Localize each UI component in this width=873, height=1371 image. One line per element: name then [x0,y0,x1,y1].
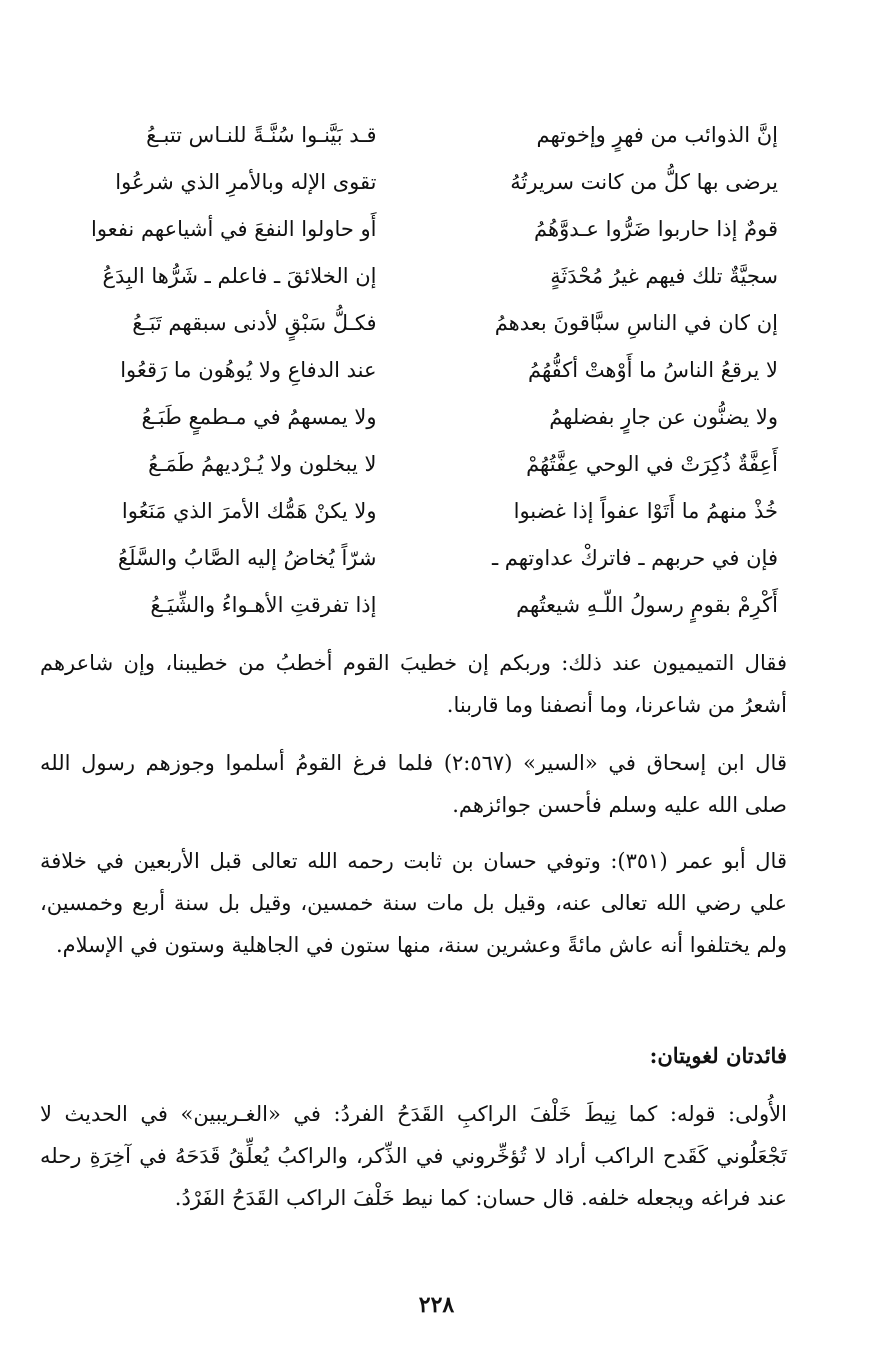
poem-verse [95,253,778,300]
verse-first-hemistich: إن كان في الناسِ سبَّاقونَ بعدهمُ [494,311,778,335]
poem-verse [95,347,778,394]
verse-second-hemistich: ولا يمسهمُ في مـطمعٍ طَبَـعُ [141,405,377,429]
verse-first-hemistich: سجيَّةٌ تلك فيهم غيرُ مُحْدَثَةٍ [550,264,778,288]
section-heading: فائدتان لغويتان: [649,1043,787,1068]
verse-first-hemistich: قومٌ إذا حاربوا ضَرُّوا عـدوَّهُمُ [534,217,778,241]
poem-verse [95,159,778,206]
verse-second-hemistich: عند الدفاعِ ولا يُوهُون ما رَقعُوا [120,358,377,382]
verse-second-hemistich: شرّاً يُخاضُ إليه الصَّابُ والسَّلَعُ [117,546,377,570]
verse-first-hemistich: إنَّ الذوائب من فهرٍ وإخوتهم [536,123,778,147]
verse-second-hemistich: أَو حاولوا النفعَ في أشياعهم نفعوا [91,217,377,241]
paragraph-tamimiyyun: فقال التميميون عند ذلك: وربكم إن خطيبَ القوم أخطبُ من خطيبنا، وإن شاعرهم أشعرُ من شاعرنا، وما أنصفنا وما قاربنا. [40,651,787,717]
poem-verse [95,394,778,441]
verse-second-hemistich: إذا تفرقتِ الأهـواءُ والشِّيَـعُ [150,593,377,617]
verse-second-hemistich: إن الخلائقَ ـ فاعلم ـ شَرُّها البِدَعُ [102,264,377,288]
verse-second-hemistich: فكـلُّ سَبْقٍ لأدنى سبقهم تَبَـعُ [132,311,377,335]
poem-verse [95,112,778,159]
verse-first-hemistich: لا يرقعُ الناسُ ما أَوْهتْ أكفُّهُمُ [527,358,778,382]
paragraph-first-benefit: الأُولى: قوله: كما نِيطَ خَلْفَ الراكبِ القَدَحُ الفردُ: في «الغـريبين» في الحديث لا تَجْعَلُوني كَقَدح الراكب أراد لا تُؤخِّروني في الذِّكر، والراكبُ يُعلِّقُ قَدَحَهُ في آخِرَةِ رحله عند فراغه ويجعله خلفه. قال حسان: كما نيط خَلْفَ الراكب القَدَحُ الفَرْدُ. [40,1102,787,1210]
verse-first-hemistich: يرضى بها كلُّ من كانت سريرتُهُ [510,170,778,194]
poem-verse [95,535,778,582]
page-number: ٢٢٨ [418,1292,455,1318]
verse-first-hemistich: فإن في حربهم ـ فاتركْ عداوتهم ـ [491,546,778,570]
verse-second-hemistich: لا يبخلون ولا يُـرْديهمُ طَمَـعُ [148,452,377,476]
poem-verse [95,582,778,629]
verse-first-hemistich: ولا يضنُّون عن جارٍ بفضلهمُ [549,405,778,429]
poem-verse [95,300,778,347]
verse-second-hemistich: ولا يكنْ هَمُّك الأمرَ الذي مَنَعُوا [121,499,377,523]
poem-verse [91,206,778,253]
verse-first-hemistich: خُذْ منهمُ ما أَتَوْا عفواً إذا غضبوا [513,499,778,523]
poem [91,112,778,629]
poem-verse [95,441,778,488]
verse-first-hemistich: أَعِفَّةٌ ذُكِرَتْ في الوحي عِفَّتُهُمْ [526,452,778,476]
paragraph-abu-umar: قال أبو عمر (٣٥١): وتوفي حسان بن ثابت رحمه الله تعالى قبل الأربعين في خلافة علي رضي الله تعالى عنه، وقيل بل مات سنة خمسين، وقيل بل سنة أربع وخمسين، ولم يختلفوا أنه عاش مائةً وعشرين سنة، منها ستون في الجاهلية وستون في الإسلام. [40,849,787,957]
poem-verse [95,488,778,535]
verse-second-hemistich: تقوى الإله وبالأمرِ الذي شرعُوا [115,170,377,194]
paragraph-ibn-ishaq: قال ابن إسحاق في «السير» (٢:٥٦٧) فلما فرغ القومُ أسلموا وجوزهم رسول الله صلى الله عليه وسلم فأحسن جوائزهم. [40,751,787,817]
verse-second-hemistich: قـد بَيَّنـوا سُنَّـةً للنـاس تتبـعُ [146,123,377,147]
verse-first-hemistich: أَكْرِمْ بقومٍ رسولُ اللّـهِ شيعتُهم [516,593,778,617]
